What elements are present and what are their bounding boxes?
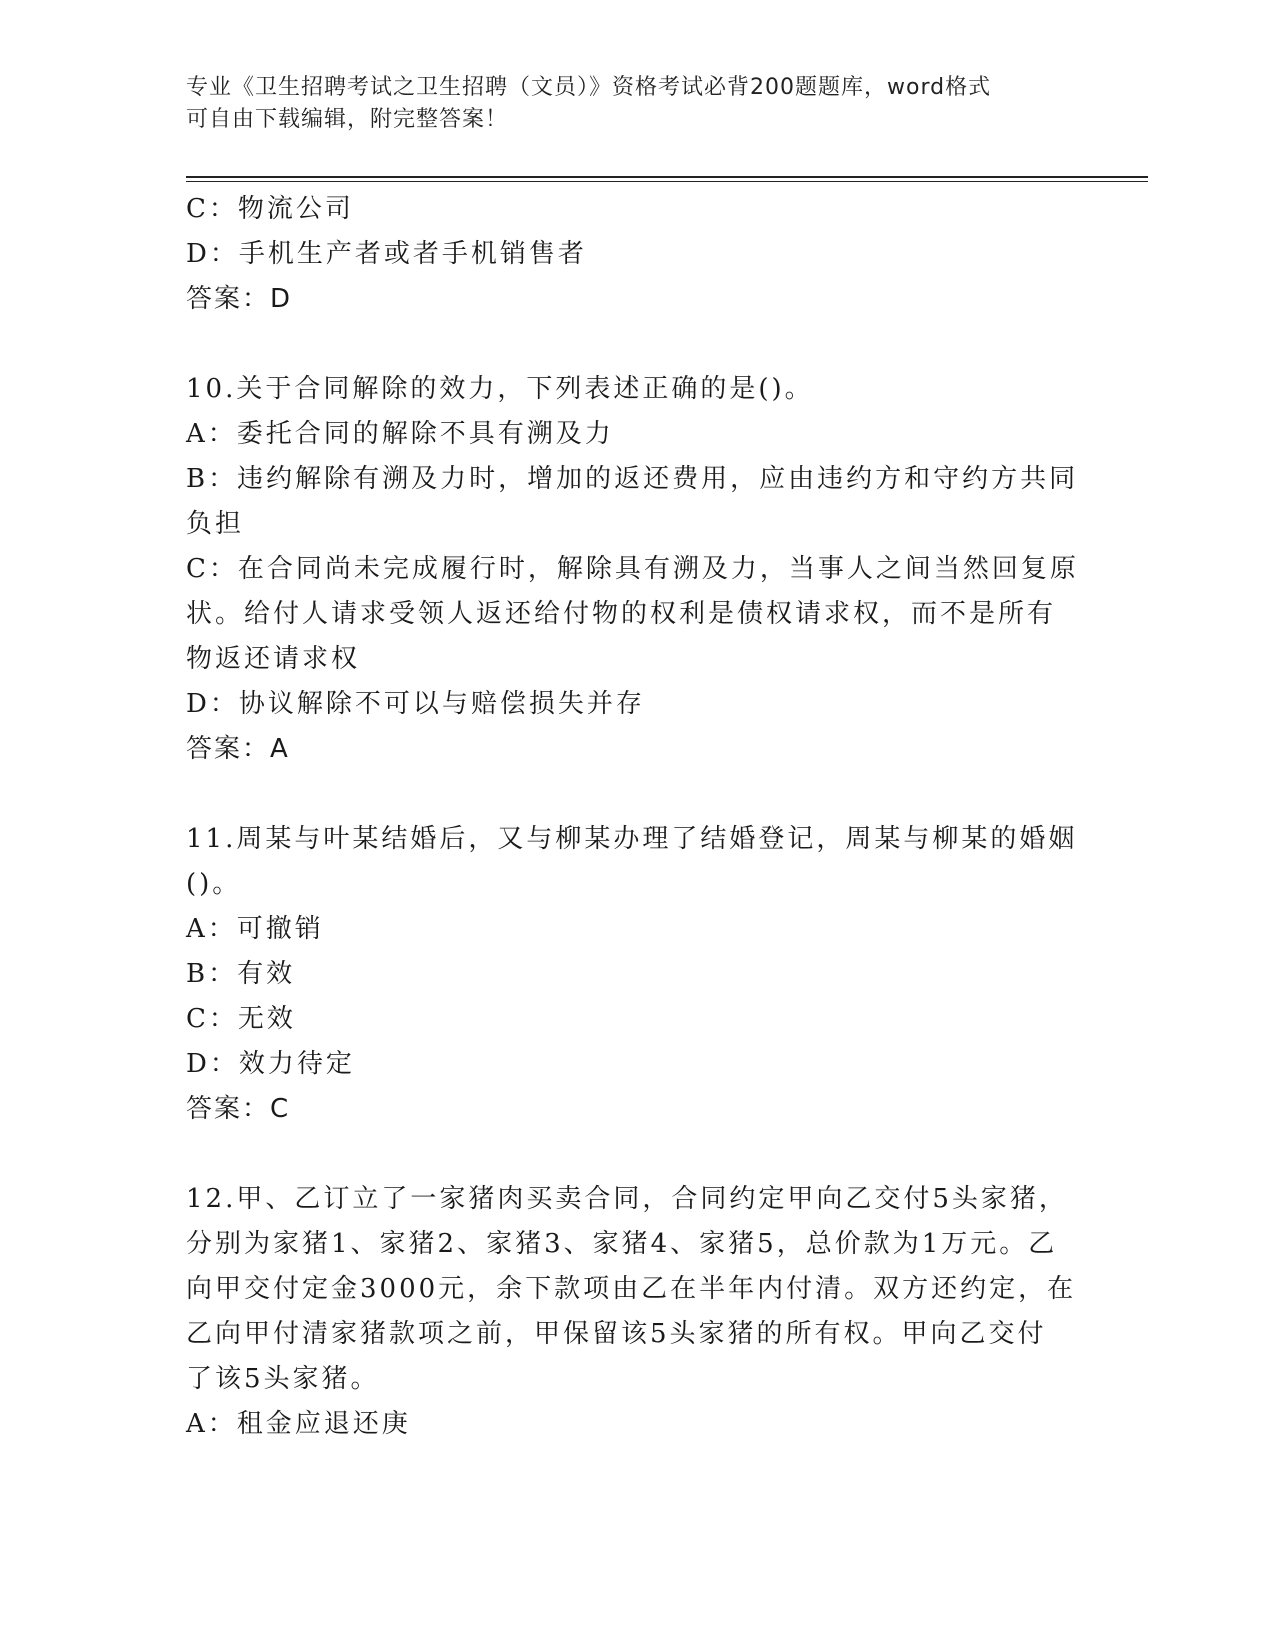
question-content bbox=[186, 187, 1086, 1447]
question-10 bbox=[186, 367, 1086, 772]
option-b-continued: 负担 bbox=[186, 509, 245, 539]
option-c: C：物流公司 bbox=[186, 194, 354, 224]
question-stem: 10.关于合同解除的效力，下列表述正确的是()。 bbox=[186, 374, 814, 404]
option-a: A：租金应退还庚 bbox=[186, 1409, 411, 1439]
previous-question-tail bbox=[186, 187, 1086, 322]
option-a: A：委托合同的解除不具有溯及力 bbox=[186, 419, 614, 449]
spacer bbox=[186, 1132, 1086, 1177]
spacer bbox=[186, 772, 1086, 817]
option-d: D：协议解除不可以与赔偿损失并存 bbox=[186, 689, 645, 719]
option-d: D：手机生产者或者手机销售者 bbox=[186, 239, 587, 269]
option-c-continued: 状。给付人请求受领人返还给付物的权利是债权请求权，而不是所有 bbox=[186, 599, 1057, 629]
option-c: C：无效 bbox=[186, 1004, 296, 1034]
question-stem-continued: 了该5头家猪。 bbox=[186, 1364, 380, 1394]
question-stem-continued: ()。 bbox=[186, 869, 242, 899]
option-b: B：有效 bbox=[186, 959, 296, 989]
question-stem-continued: 分别为家猪1、家猪2、家猪3、家猪4、家猪5，总价款为1万元。乙 bbox=[186, 1229, 1058, 1259]
answer-line: 答案：C bbox=[186, 1094, 291, 1124]
header-divider-thin bbox=[186, 181, 1148, 182]
question-stem: 11.周某与叶某结婚后，又与柳某办理了结婚登记，周某与柳某的婚姻 bbox=[186, 824, 1078, 854]
option-b: B：违约解除有溯及力时，增加的返还费用，应由违约方和守约方共同 bbox=[186, 464, 1079, 494]
question-stem-continued: 向甲交付定金3000元，余下款项由乙在半年内付清。双方还约定，在 bbox=[186, 1274, 1077, 1304]
header-line-1: 专业《卫生招聘考试之卫生招聘（文员）》资格考试必背200题题库，word格式 bbox=[186, 75, 992, 100]
question-11 bbox=[186, 817, 1086, 1132]
option-c-continued: 物返还请求权 bbox=[186, 644, 361, 674]
question-stem-continued: 乙向甲付清家猪款项之前，甲保留该5头家猪的所有权。甲向乙交付 bbox=[186, 1319, 1047, 1349]
answer-line: 答案：A bbox=[186, 734, 290, 764]
option-d: D：效力待定 bbox=[186, 1049, 355, 1079]
spacer bbox=[186, 322, 1086, 367]
document-header bbox=[186, 72, 1066, 136]
option-c: C：在合同尚未完成履行时，解除具有溯及力，当事人之间当然回复原 bbox=[186, 554, 1079, 584]
header-line-2: 可自由下载编辑，附完整答案！ bbox=[186, 107, 509, 132]
header-divider-thick bbox=[186, 176, 1148, 178]
question-stem: 12.甲、乙订立了一家猪肉买卖合同，合同约定甲向乙交付5头家猪， bbox=[186, 1184, 1068, 1214]
question-12 bbox=[186, 1177, 1086, 1447]
option-a: A：可撤销 bbox=[186, 914, 324, 944]
answer-line: 答案：D bbox=[186, 284, 293, 314]
